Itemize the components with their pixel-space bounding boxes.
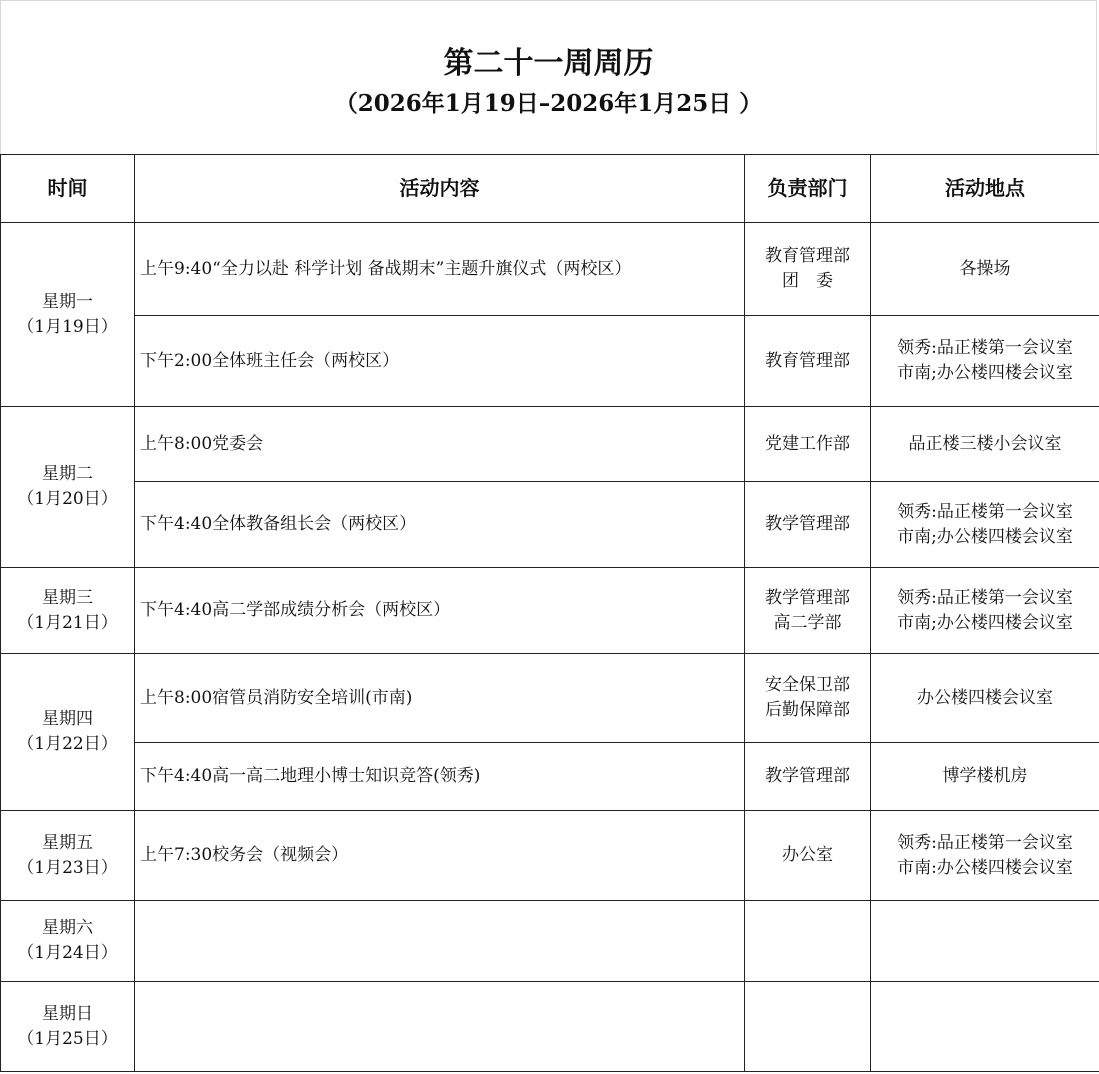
table-row <box>1 568 1099 654</box>
header-content: 活动内容 <box>135 155 745 223</box>
event-dept <box>745 407 871 482</box>
event-location <box>871 568 1099 654</box>
event-content: 上午9:40“全力以赴 科学计划 备战期末”主题升旗仪式（两校区） <box>135 223 745 316</box>
table-row <box>1 482 1099 568</box>
header-dept: 负责部门 <box>745 155 871 223</box>
event-dept <box>745 223 871 316</box>
table-row <box>1 316 1099 407</box>
location-line: 领秀:品正楼第一会议室 <box>897 338 1073 358</box>
day-date: （1月23日） <box>17 857 118 878</box>
event-location-empty <box>871 901 1099 982</box>
dept-line: 教育管理部 <box>765 350 850 371</box>
date-range-subtitle: （2026年1月19日–2026年1月25日 ） <box>334 90 763 117</box>
day-date: （1月24日） <box>17 943 118 963</box>
event-location <box>871 316 1099 407</box>
day-date: （1月21日） <box>17 612 118 633</box>
calendar-header <box>0 0 1097 154</box>
event-location <box>871 743 1099 811</box>
day-date: （1月25日） <box>17 1028 118 1049</box>
day-name: 星期六 <box>42 918 93 938</box>
location-line: 领秀:品正楼第一会议室 <box>897 501 1073 522</box>
event-location <box>871 482 1099 568</box>
dept-line: 高二学部 <box>773 612 842 633</box>
dept-line: 教育管理部 <box>765 246 850 266</box>
dept-line: 教学管理部 <box>765 514 850 534</box>
day-cell-monday <box>1 223 135 407</box>
dept-line: 安全保卫部 <box>765 675 850 695</box>
event-dept <box>745 482 871 568</box>
event-dept-empty <box>745 982 871 1072</box>
event-content: 上午8:00宿管员消防安全培训(市南) <box>135 654 745 743</box>
day-date: （1月19日） <box>17 316 118 337</box>
day-cell-friday <box>1 811 135 901</box>
location-line: 市南;办公楼四楼会议室 <box>897 363 1073 383</box>
dept-line: 教学管理部 <box>765 766 850 786</box>
dept-line: 教学管理部 <box>765 587 850 608</box>
weekly-schedule-table <box>0 154 1099 1072</box>
event-content: 上午8:00党委会 <box>135 407 745 482</box>
table-header-row <box>1 155 1099 223</box>
day-name: 星期一 <box>42 291 93 312</box>
event-dept <box>745 811 871 901</box>
table-row <box>1 223 1099 316</box>
event-content: 下午2:00全体班主任会（两校区） <box>135 316 745 407</box>
page-title: 第二十一周周历 <box>443 46 654 81</box>
dept-line: 后勤保障部 <box>765 700 850 720</box>
table-row <box>1 743 1099 811</box>
location-line: 博学楼机房 <box>942 766 1028 786</box>
event-dept <box>745 743 871 811</box>
table-row <box>1 901 1099 982</box>
event-dept <box>745 316 871 407</box>
location-line: 市南;办公楼四楼会议室 <box>897 612 1073 633</box>
event-location <box>871 223 1099 316</box>
location-line: 办公楼四楼会议室 <box>917 687 1053 708</box>
day-cell-wednesday <box>1 568 135 654</box>
dept-line: 党建工作部 <box>765 433 850 454</box>
event-location <box>871 654 1099 743</box>
event-content: 上午7:30校务会（视频会） <box>135 811 745 901</box>
day-cell-saturday <box>1 901 135 982</box>
day-name: 星期二 <box>42 464 93 484</box>
day-name: 星期日 <box>42 1003 93 1024</box>
event-location-empty <box>871 982 1099 1072</box>
table-row <box>1 407 1099 482</box>
location-line: 各操场 <box>959 258 1011 279</box>
event-dept <box>745 568 871 654</box>
event-content: 下午4:40全体教备组长会（两校区） <box>135 482 745 568</box>
day-name: 星期三 <box>42 587 93 608</box>
event-content-empty <box>135 982 745 1072</box>
header-time: 时间 <box>1 155 135 223</box>
table-row <box>1 654 1099 743</box>
location-line: 领秀:品正楼第一会议室 <box>897 587 1073 608</box>
event-content: 下午4:40高一高二地理小博士知识竞答(领秀) <box>135 743 745 811</box>
event-dept-empty <box>745 901 871 982</box>
location-line: 品正楼三楼小会议室 <box>908 433 1062 454</box>
event-content-empty <box>135 901 745 982</box>
day-cell-tuesday <box>1 407 135 568</box>
header-location: 活动地点 <box>871 155 1099 223</box>
day-date: （1月20日） <box>17 489 118 509</box>
table-row <box>1 982 1099 1072</box>
location-line: 市南;办公楼四楼会议室 <box>897 526 1073 547</box>
location-line: 领秀:品正楼第一会议室 <box>897 832 1073 853</box>
location-line: 市南:办公楼四楼会议室 <box>897 857 1073 878</box>
dept-line: 办公室 <box>782 845 833 865</box>
dept-line: 团 委 <box>782 271 833 291</box>
day-name: 星期四 <box>42 709 93 729</box>
day-name: 星期五 <box>42 832 93 853</box>
day-cell-sunday <box>1 982 135 1072</box>
event-location <box>871 407 1099 482</box>
event-dept <box>745 654 871 743</box>
event-location <box>871 811 1099 901</box>
day-cell-thursday <box>1 654 135 811</box>
event-content: 下午4:40高二学部成绩分析会（两校区） <box>135 568 745 654</box>
table-row <box>1 811 1099 901</box>
day-date: （1月22日） <box>17 734 118 754</box>
